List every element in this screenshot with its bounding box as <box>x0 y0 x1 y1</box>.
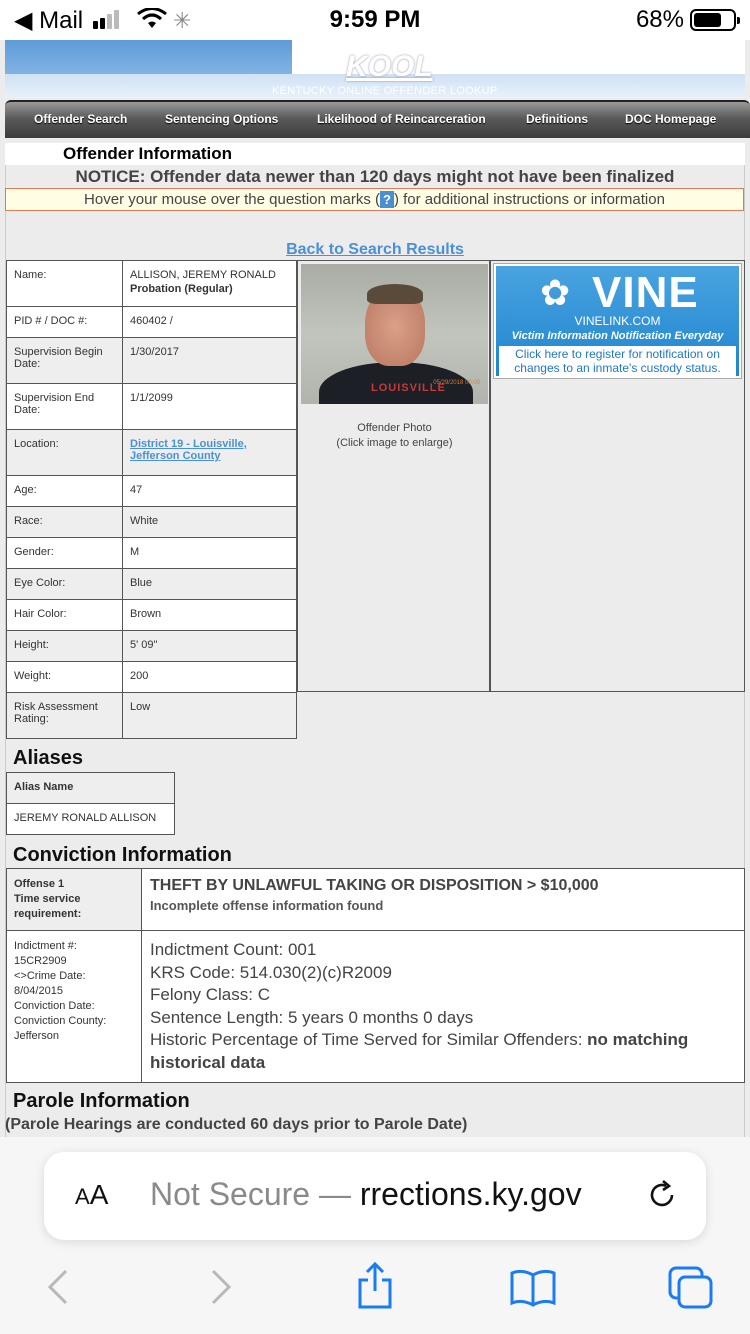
vine-site-text: VINELINK.COM <box>574 314 661 328</box>
aliases-table <box>6 772 175 835</box>
bookmarks-icon[interactable] <box>508 1267 558 1307</box>
table-row <box>7 662 297 693</box>
table-row <box>7 261 297 307</box>
eye-color-value: Blue <box>123 569 297 600</box>
back-arrow-icon[interactable] <box>44 1267 74 1307</box>
table-row <box>7 507 297 538</box>
weight-value: 200 <box>123 662 297 693</box>
offender-photo[interactable] <box>301 264 488 404</box>
safari-toolbar <box>0 1137 750 1334</box>
vine-column <box>490 260 745 692</box>
notice-text: NOTICE: Offender data newer than 120 days might not have been finalized <box>75 167 675 186</box>
name-label: Name: <box>7 261 123 307</box>
table-row <box>7 538 297 569</box>
table-row <box>7 569 297 600</box>
status-bar <box>0 0 750 40</box>
forward-arrow-icon[interactable] <box>205 1267 235 1307</box>
table-row <box>7 631 297 662</box>
back-to-mail[interactable]: ◀ Mail <box>14 7 84 34</box>
table-row <box>7 693 297 739</box>
page-title: Offender Information <box>63 144 233 163</box>
risk-rating-value: Low <box>123 693 297 739</box>
conviction-table <box>6 868 745 1083</box>
time-service-label: Time service requirement: <box>14 893 82 920</box>
url-field[interactable] <box>150 1176 582 1213</box>
indictment-label: Indictment #: <box>14 940 77 952</box>
hover-hint <box>5 188 744 211</box>
nav-sentencing-options[interactable]: Sentencing Options <box>165 112 279 126</box>
web-page <box>0 40 750 1137</box>
supervision-end-value: 1/1/2099 <box>123 384 297 430</box>
eye-color-label: Eye Color: <box>7 569 123 600</box>
gender-value: M <box>123 538 297 569</box>
conviction-county-value: Jefferson <box>14 1030 60 1042</box>
address-bar[interactable] <box>44 1152 706 1240</box>
question-mark-icon[interactable]: ? <box>380 191 394 208</box>
nav-doc-homepage[interactable]: DOC Homepage <box>625 112 717 126</box>
url-text: rrections.ky.gov <box>359 1176 582 1212</box>
conviction-date-label: Conviction Date: <box>14 1000 95 1012</box>
offender-info-table <box>6 260 297 739</box>
nav-likelihood-reincarceration[interactable]: Likelihood of Reincarceration <box>317 112 486 126</box>
historic-percentage-value: no matching historical data <box>150 1030 689 1072</box>
race-label: Race: <box>7 507 123 538</box>
nav-offender-search[interactable]: Offender Search <box>34 112 128 126</box>
hover-hint-text-end: ) for additional instructions or information <box>393 191 665 208</box>
table-row <box>7 384 297 430</box>
parole-subtext: (Parole Hearings are conducted 60 days prior to Parole Date) <box>5 1116 468 1133</box>
table-row <box>7 476 297 507</box>
clock: 9:59 PM <box>329 6 421 33</box>
location-label: Location: <box>7 430 123 476</box>
supervision-end-label: Supervision End Date: <box>7 384 123 430</box>
reload-icon[interactable] <box>644 1177 680 1213</box>
hair-color-label: Hair Color: <box>7 600 123 631</box>
indictment-value: 15CR2909 <box>14 955 67 967</box>
battery-icon <box>690 9 736 31</box>
back-app-label: Mail <box>39 7 84 34</box>
share-icon[interactable] <box>355 1261 395 1311</box>
gender-label: Gender: <box>7 538 123 569</box>
table-row <box>7 338 297 384</box>
location-link[interactable]: District 19 - Louisville, Jefferson County <box>130 438 247 462</box>
nav-bar <box>5 100 750 138</box>
nav-definitions[interactable]: Definitions <box>526 112 588 126</box>
offense-note: Incomplete offense information found <box>150 898 384 913</box>
table-row <box>7 307 297 338</box>
photo-caption-title: Offender Photo <box>357 422 432 434</box>
table-row <box>7 931 745 1083</box>
age-label: Age: <box>7 476 123 507</box>
alias-name-header: Alias Name <box>7 773 175 804</box>
vine-register-link[interactable]: Click here to register for notification on changes to an inmate's custody status. <box>499 346 736 376</box>
supervision-status: Probation (Regular) <box>130 283 233 295</box>
back-to-search-results-link[interactable]: Back to Search Results <box>286 241 464 258</box>
historic-percentage-label: Historic Percentage of Time Served for Similar Offenders: <box>150 1030 583 1049</box>
supervision-begin-value: 1/30/2017 <box>123 338 297 384</box>
tabs-icon[interactable] <box>667 1265 715 1311</box>
vine-logo: VINE <box>592 268 699 317</box>
offender-name: ALLISON, JEREMY RONALD <box>130 269 276 281</box>
reader-options-button[interactable]: AA <box>75 1179 109 1210</box>
sentence-length: Sentence Length: 5 years 0 months 0 days <box>150 1007 474 1027</box>
photo-date-stamp: 05/29/2018 00:00 <box>433 380 480 386</box>
age-value: 47 <box>123 476 297 507</box>
aliases-heading: Aliases <box>13 747 84 769</box>
vine-tagline: Victim Information Notification Everyday <box>511 330 724 342</box>
crime-date-label: <>Crime Date: <box>14 970 86 982</box>
vine-sprout-icon: ✿ <box>540 272 571 313</box>
hover-hint-text: Hover your mouse over the question marks ( <box>84 191 381 208</box>
not-secure-label: Not Secure — <box>150 1176 351 1212</box>
height-value: 5' 09" <box>123 631 297 662</box>
crime-date-value: 8/04/2015 <box>14 985 63 997</box>
vine-register-banner[interactable] <box>494 264 741 378</box>
table-row <box>7 600 297 631</box>
hair-color-value: Brown <box>123 600 297 631</box>
site-logo[interactable]: KOOL <box>346 50 433 83</box>
supervision-begin-label: Supervision Begin Date: <box>7 338 123 384</box>
parole-heading: Parole Information <box>13 1090 190 1112</box>
race-value: White <box>123 507 297 538</box>
felony-class: Felony Class: C <box>150 985 270 1004</box>
height-label: Height: <box>7 631 123 662</box>
alias-name-cell: JEREMY RONALD ALLISON <box>7 804 175 835</box>
indictment-count: Indictment Count: 001 <box>150 940 317 959</box>
site-subtitle: KENTUCKY ONLINE OFFENDER LOOKUP <box>272 85 498 97</box>
table-row <box>7 869 745 931</box>
loading-spinner-icon: ✳ <box>173 8 192 33</box>
offense-title: THEFT BY UNLAWFUL TAKING OR DISPOSITION > $10,000 <box>150 877 599 894</box>
pid-value: 460402 / <box>123 307 297 338</box>
conviction-county-label: Conviction County: <box>14 1015 107 1027</box>
table-row <box>7 430 297 476</box>
photo-shirt-text: LOUISVILLE <box>371 382 446 394</box>
risk-rating-label: Risk Assessment Rating: <box>7 693 123 739</box>
photo-column <box>297 260 490 692</box>
krs-code: KRS Code: 514.030(2)(c)R2009 <box>150 962 392 982</box>
offense-label: Offense 1 <box>14 878 65 890</box>
photo-caption <box>298 421 491 451</box>
battery-percent: 68% <box>635 6 684 33</box>
conviction-heading: Conviction Information <box>13 844 232 866</box>
pid-label: PID # / DOC #: <box>7 307 123 338</box>
photo-caption-hint: (Click image to enlarge) <box>336 437 453 449</box>
weight-label: Weight: <box>7 662 123 693</box>
